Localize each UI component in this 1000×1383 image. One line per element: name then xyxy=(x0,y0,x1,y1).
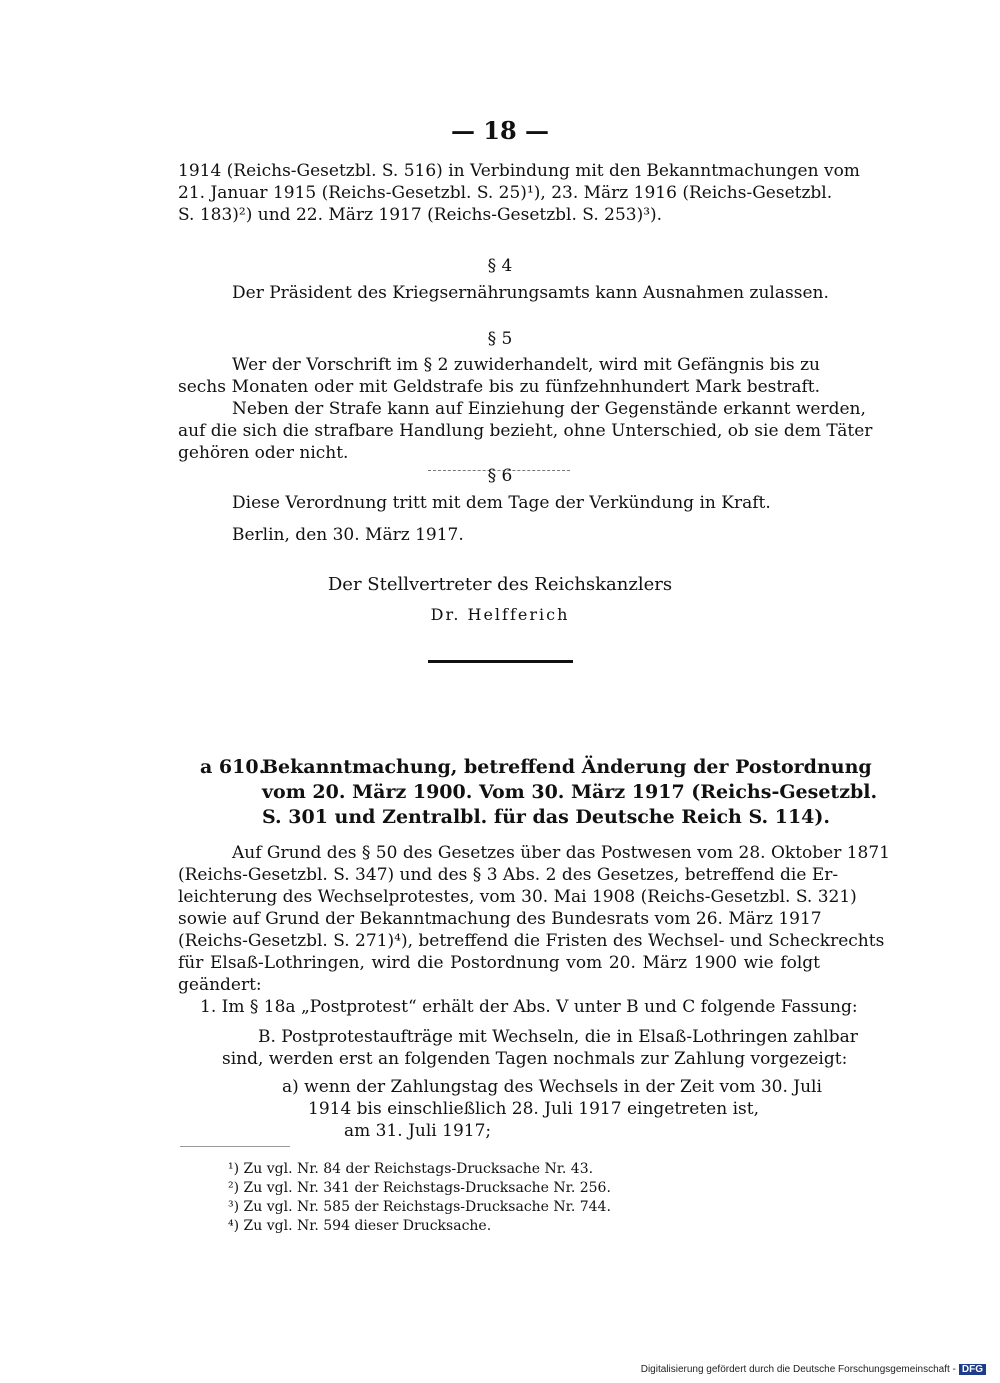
place-date: Berlin, den 30. März 1917. xyxy=(232,525,464,545)
footnotes xyxy=(228,1160,611,1236)
section-5-line: auf die sich die strafbare Handlung bezieht, ohne Unterschied, ob sie dem Täter xyxy=(178,421,873,441)
heading-line: vom 20. März 1900. Vom 30. März 1917 (Reichs-Gesetzbl. xyxy=(262,781,878,803)
body-line: (Reichs-Gesetzbl. S. 347) und des § 3 Abs. 2 des Gesetzes, betreffend die Er- xyxy=(178,865,839,885)
intro-line: S. 183)²) und 22. März 1917 (Reichs-Gesetzbl. S. 253)³). xyxy=(178,205,663,225)
body-line: leichterung des Wechselprotestes, vom 30. Mai 1908 (Reichs-Gesetzbl. S. 321) xyxy=(178,887,857,907)
intro-paragraph xyxy=(178,160,860,226)
item-a-line: 1914 bis einschließlich 28. Juli 1917 eingetreten ist, xyxy=(308,1099,759,1119)
page-number: — 18 — xyxy=(450,116,550,145)
item-b-line: sind, werden erst an folgenden Tagen nochmals zur Zahlung vorgezeigt: xyxy=(222,1049,848,1069)
section-4-text: Der Präsident des Kriegsernährungsamts kann Ausnahmen zulassen. xyxy=(232,283,829,303)
section-5-line: Neben der Strafe kann auf Einziehung der Gegenstände erkannt werden, xyxy=(232,399,866,419)
announcement-body xyxy=(178,842,890,996)
credit-text: Digitalisierung gefördert durch die Deutsche Forschungsgemeinschaft - xyxy=(640,1364,956,1375)
section-5-line: sechs Monaten oder mit Geldstrafe bis zu fünfzehnhundert Mark bestraft. xyxy=(178,377,820,397)
body-line: Auf Grund des § 50 des Gesetzes über das Postwesen vom 28. Oktober 1871 xyxy=(232,843,890,863)
footnote-rule xyxy=(180,1146,290,1147)
separator-rule xyxy=(428,660,573,663)
body-line: geändert: xyxy=(178,975,262,995)
intro-line: 21. Januar 1915 (Reichs-Gesetzbl. S. 25)¹), 23. März 1916 (Reichs-Gesetzbl. xyxy=(178,183,833,203)
body-line: (Reichs-Gesetzbl. S. 271)⁴), betreffend die Fristen des Wechsel- und Scheckrechts xyxy=(178,931,885,951)
footnote: ¹) Zu vgl. Nr. 84 der Reichstags-Drucksache Nr. 43. xyxy=(228,1161,594,1177)
item-b-line: B. Postprotestaufträge mit Wechseln, die in Elsaß-Lothringen zahlbar xyxy=(258,1027,858,1047)
item-a-line: a) wenn der Zahlungstag des Wechsels in der Zeit vom 30. Juli xyxy=(282,1077,822,1097)
section-5-body xyxy=(178,354,873,464)
item-a xyxy=(282,1076,820,1142)
item-a-line: am 31. Juli 1917; xyxy=(344,1121,492,1141)
section-5-line: gehören oder nicht. xyxy=(178,443,349,463)
heading-line: Bekanntmachung, betreffend Änderung der Postordnung xyxy=(262,756,872,778)
signature-name: Dr. Helfferich xyxy=(430,605,570,624)
section-6-text: Diese Verordnung tritt mit dem Tage der Verkündung in Kraft. xyxy=(232,493,771,513)
section-6-title: § 6 xyxy=(487,466,513,486)
intro-line: 1914 (Reichs-Gesetzbl. S. 516) in Verbindung mit den Bekanntmachungen vom xyxy=(178,161,860,181)
signature-role: Der Stellvertreter des Reichskanzlers xyxy=(327,574,673,595)
footnote: ⁴) Zu vgl. Nr. 594 dieser Drucksache. xyxy=(228,1218,492,1234)
item-b xyxy=(222,1026,858,1070)
section-5-title: § 5 xyxy=(487,329,513,349)
section-4-title: § 4 xyxy=(487,256,513,276)
announcement-number: a 610. xyxy=(200,756,266,778)
section-5-line: Wer der Vorschrift im § 2 zuwiderhandelt, wird mit Gefängnis bis zu xyxy=(232,355,820,375)
footnote: ³) Zu vgl. Nr. 585 der Reichstags-Drucksache Nr. 744. xyxy=(228,1199,611,1215)
announcement-heading xyxy=(262,755,878,830)
heading-line: S. 301 und Zentralbl. für das Deutsche Reich S. 114). xyxy=(262,806,830,828)
dfg-logo: DFG xyxy=(959,1364,986,1375)
body-line: sowie auf Grund der Bekanntmachung des Bundesrats vom 26. März 1917 xyxy=(178,909,822,929)
footnote: ²) Zu vgl. Nr. 341 der Reichstags-Drucksache Nr. 256. xyxy=(228,1180,611,1196)
digitization-credit xyxy=(641,1364,986,1375)
item-1: 1. Im § 18a „Postprotest“ erhält der Abs. V unter B und C folgende Fassung: xyxy=(200,997,858,1017)
body-line: für Elsaß-Lothringen, wird die Postordnung vom 20. März 1900 wie folgt xyxy=(178,953,820,973)
